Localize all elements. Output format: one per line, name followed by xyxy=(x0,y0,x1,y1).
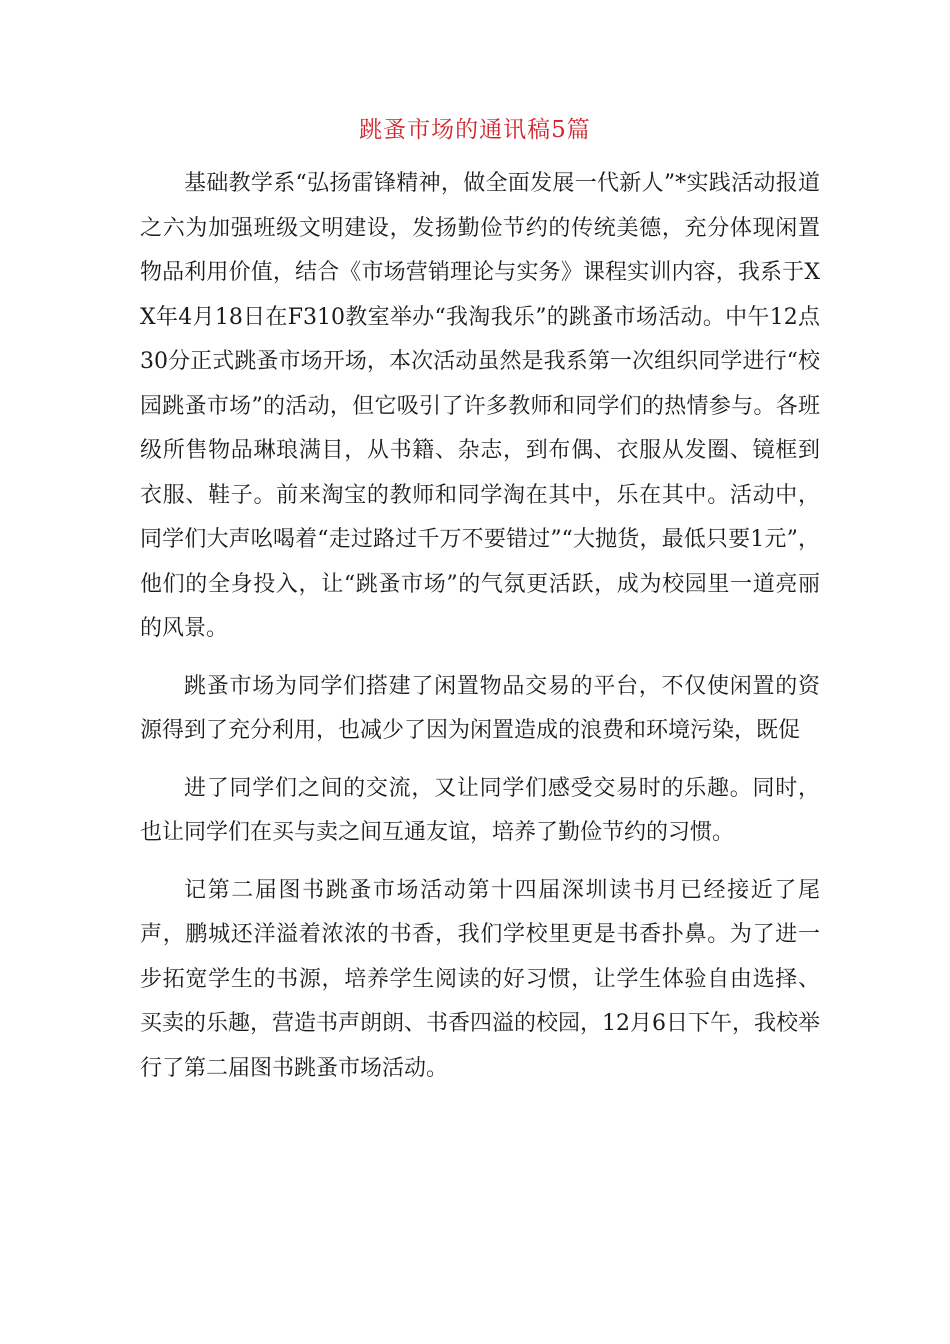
document-title: 跳蚤市场的通讯稿5篇 xyxy=(359,117,591,143)
paragraph-4: 记第二届图书跳蚤市场活动第十四届深圳读书月已经接近了尾声，鹏城还洋溢着浓浓的书香，我们学校里更是书香扑鼻。为了进一步拓宽学生的书源，培养学生阅读的好习惯，让学生体验自由选择、买卖的乐趣，营造书声朗朗、书香四溢的校园，12月6日下午，我校举行了第二届图书跳蚤市场活动。 xyxy=(140,877,820,1081)
paragraph-2: 跳蚤市场为同学们搭建了闲置物品交易的平台，不仅使闲置的资源得到了充分利用，也减少了因为闲置造成的浪费和环境污染，既促 xyxy=(140,673,820,743)
paragraph-3: 进了同学们之间的交流，又让同学们感受交易时的乐趣。同时，也让同学们在买与卖之间互通友谊，培养了勤俭节约的习惯。 xyxy=(140,775,820,845)
paragraph-1: 基础教学系“弘扬雷锋精神，做全面发展一代新人”*实践活动报道之六为加强班级文明建设，发扬勤俭节约的传统美德，充分体现闲置物品利用价值，结合《市场营销理论与实务》课程实训内容，我系于XX年4月18日在F310教室举办“我淘我乐”的跳蚤市场活动。中午12点30分正式跳蚤市场开场，本次活动虽然是我系第一次组织同学进行“校园跳蚤市场”的活动，但它吸引了许多教师和同学们的热情参与。各班级所售物品琳琅满目，从书籍、杂志，到布偶、衣服从发圈、镜框到衣服、鞋子。前来淘宝的教师和同学淘在其中，乐在其中。活动中，同学们大声吆喝着“走过路过千万不要错过”“大抛货，最低只要1元”，他们的全身投入，让“跳蚤市场”的气氛更活跃，成为校园里一道亮丽的风景。 xyxy=(140,171,820,641)
document-body xyxy=(140,162,820,1091)
